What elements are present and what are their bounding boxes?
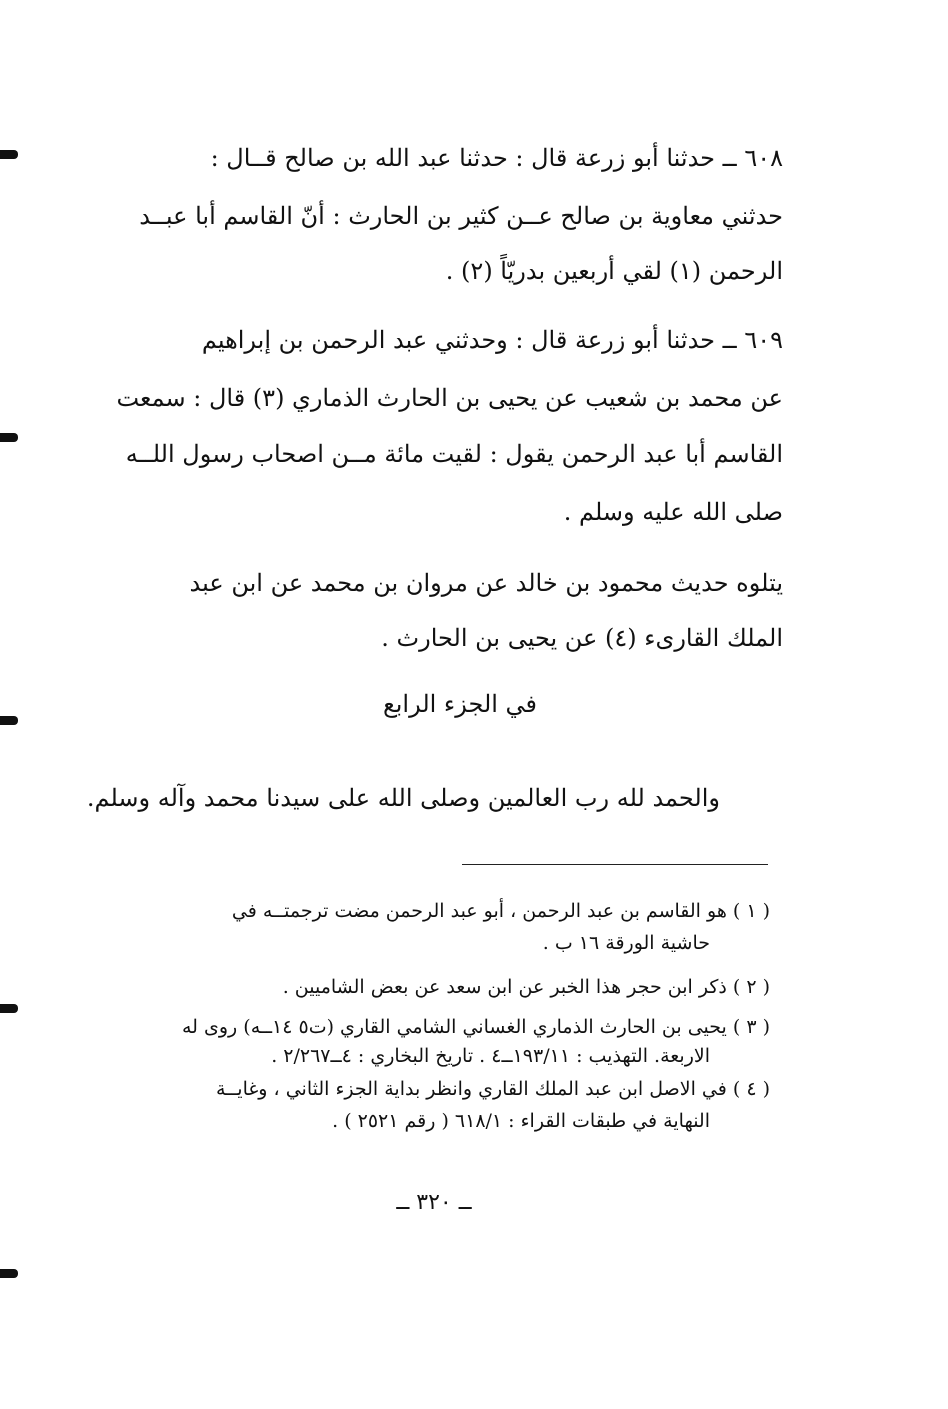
continuation-line-2: الملك القارىء (٤) عن يحيى بن الحارث . [381,624,783,652]
page-number: ــ ٣٢٠ ــ [396,1190,472,1215]
hadith-609-line-3: القاسم أبا عبد الرحمن يقول : لقيت مائة مــن اصحاب رسول اللــه [125,440,783,468]
footnote-3-line-1: ( ٣ ) يحيى بن الحارث الذماري الغساني الشامي القاري (ت٥ ١٤ــه) روى له [182,1016,770,1038]
hadith-609-line-2: عن محمد بن شعيب عن يحيى بن الحارث الذماري (٣) قال : سمعت [116,384,783,412]
margin-mark [0,433,18,442]
footnote-1-line-2: حاشية الورقة ١٦ ب . [542,932,710,954]
footnote-3-line-2: الاربعة. التهذيب : ١٩٣/١١ــ٤ . تاريخ البخاري : ٤ــ٢/٢٦٧ . [271,1045,710,1067]
footnote-2: ( ٢ ) ذكر ابن حجر هذا الخبر عن ابن سعد عن بعض الشاميين . [282,976,770,998]
margin-mark [0,716,18,725]
closing-doxology: والحمد لله رب العالمين وصلى الله على سيدنا محمد وآله وسلم. [86,784,720,812]
hadith-608-line-2: حدثني معاوية بن صالح عــن كثير بن الحارث : أنّ القاسم أبا عبــد [139,202,783,230]
margin-mark [0,1004,18,1013]
margin-mark [0,150,18,159]
footnote-separator [462,864,768,865]
hadith-608-line-1: ٦٠٨ ــ حدثنا أبو زرعة قال : حدثنا عبد الله بن صالح قــال : [210,144,783,172]
hadith-608-line-3: الرحمن (١) لقي أربعين بدريّاً (٢) . [445,257,783,285]
margin-mark [0,1269,18,1278]
footnote-1-line-1: ( ١ ) هو القاسم بن عبد الرحمن ، أبو عبد الرحمن مضت ترجمتــه في [231,900,770,922]
footnote-4-line-1: ( ٤ ) في الاصل ابن عبد الملك القاري وانظر بداية الجزء الثاني ، وغايــة [215,1078,770,1100]
continuation-line-1: يتلوه حديث محمود بن خالد عن مروان بن محمد عن ابن عبد [189,569,783,597]
hadith-609-line-1: ٦٠٩ ــ حدثنا أبو زرعة قال : وحدثني عبد الرحمن بن إبراهيم [201,326,783,354]
section-heading: في الجزء الرابع [382,690,538,718]
footnote-4-line-2: النهاية في طبقات القراء : ٦١٨/١ ( رقم ٢٥٢١ ) . [332,1110,710,1132]
hadith-609-line-4: صلى الله عليه وسلم . [563,498,783,526]
